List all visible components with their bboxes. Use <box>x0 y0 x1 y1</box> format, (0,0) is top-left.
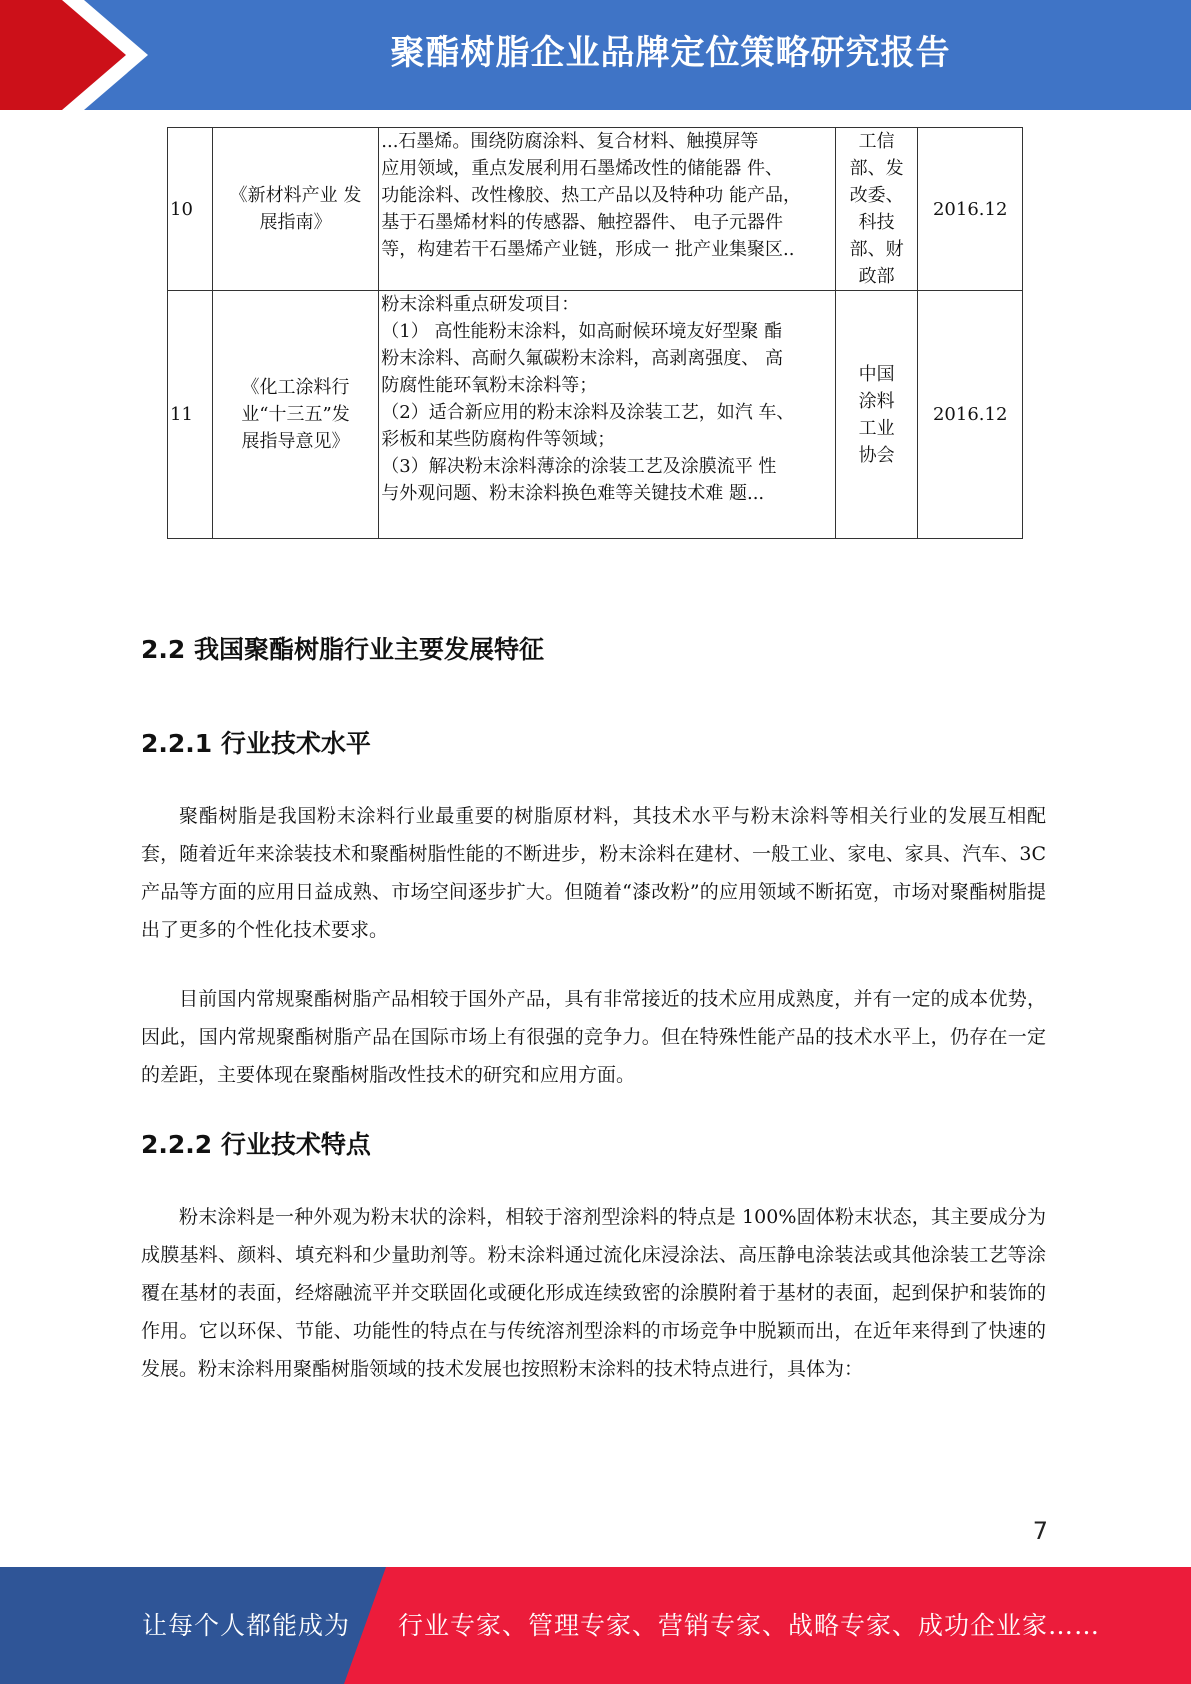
policy-table <box>167 127 1023 539</box>
issue-date: 2016.12 <box>918 128 1023 291</box>
issuing-organization: 中国 涂料 工业 协会 <box>835 291 918 539</box>
policy-name: 《新材料产业 发 展指南》 <box>212 128 379 291</box>
paragraph: 聚酯树脂是我国粉末涂料行业最重要的树脂原材料，其技术水平与粉末涂料等相关行业的发展互相配套，随着近年来涂装技术和聚酯树脂性能的不断进步，粉末涂料在建材、一般工业、家电、家具、汽车、3C 产品等方面的应用日益成熟、市场空间逐步扩大。但随着“漆改粉”的应用领域不断拓宽，市场对聚酯树脂提出了更多的个性化技术要求。 <box>141 805 1046 941</box>
row-number: 10 <box>168 128 213 291</box>
issue-date: 2016.12 <box>918 291 1023 539</box>
section-heading-2-2-1: 2.2.1 行业技术水平 <box>141 729 371 758</box>
page-footer <box>0 1567 1191 1684</box>
footer-slogan-right: 行业专家、管理专家、营销专家、战略专家、成功企业家…… <box>398 1611 1101 1640</box>
section-heading-2-2: 2.2 我国聚酯树脂行业主要发展特征 <box>141 635 544 664</box>
page-header <box>0 0 1191 110</box>
policy-content: 粉末涂料重点研发项目： （1） 高性能粉末涂料，如高耐候环境友好型聚 酯 粉末涂料、高耐久氟碳粉末涂料，高剥离强度、 高 防腐性能环氧粉末涂料等； （2）适合新应用的粉末涂料及涂装工艺，如汽 车、 彩板和某些防腐构件等领域； （3）解决粉末涂料薄涂的涂装工艺及涂膜流平 性 与外观问题、粉末涂料换色难等关键技术难 题... <box>379 291 836 539</box>
header-arrow-decoration <box>0 0 150 110</box>
policy-name: 《化工涂料行 业“十三五”发 展指导意见》 <box>212 291 379 539</box>
page-number: 7 <box>1032 1517 1048 1545</box>
policy-content: ...石墨烯。围绕防腐涂料、复合材料、触摸屏等 应用领域，重点发展利用石墨烯改性的储能器 件、 功能涂料、改性橡胶、热工产品以及特种功 能产品， 基于石墨烯材料的传感器、触控器件、 电子元器件 等，构建若干石墨烯产业链，形成一 批产业集聚区.. <box>379 128 836 291</box>
table-row <box>168 128 1023 291</box>
report-title: 聚酯树脂企业品牌定位策略研究报告 <box>390 33 951 73</box>
paragraph: 目前国内常规聚酯树脂产品相较于国外产品，具有非常接近的技术应用成熟度，并有一定的成本优势，因此，国内常规聚酯树脂产品在国际市场上有很强的竞争力。但在特殊性能产品的技术水平上，仍存在一定的差距，主要体现在聚酯树脂改性技术的研究和应用方面。 <box>141 988 1046 1086</box>
issuing-organization: 工信 部、发 改委、 科技 部、财 政部 <box>835 128 918 291</box>
table-row <box>168 291 1023 539</box>
footer-slogan-left: 让每个人都能成为 <box>142 1611 351 1640</box>
paragraph: 粉末涂料是一种外观为粉末状的涂料，相较于溶剂型涂料的特点是 100%固体粉末状态，其主要成分为成膜基料、颜料、填充料和少量助剂等。粉末涂料通过流化床浸涂法、高压静电涂装法或其他涂装工艺等涂覆在基材的表面，经熔融流平并交联固化或硬化形成连续致密的涂膜附着于基材的表面，起到保护和装饰的作用。它以环保、节能、功能性的特点在与传统溶剂型涂料的市场竞争中脱颖而出，在近年来得到了快速的发展。粉末涂料用聚酯树脂领域的技术发展也按照粉末涂料的技术特点进行，具体为： <box>141 1206 1046 1380</box>
row-number: 11 <box>168 291 213 539</box>
section-heading-2-2-2: 2.2.2 行业技术特点 <box>141 1130 371 1159</box>
